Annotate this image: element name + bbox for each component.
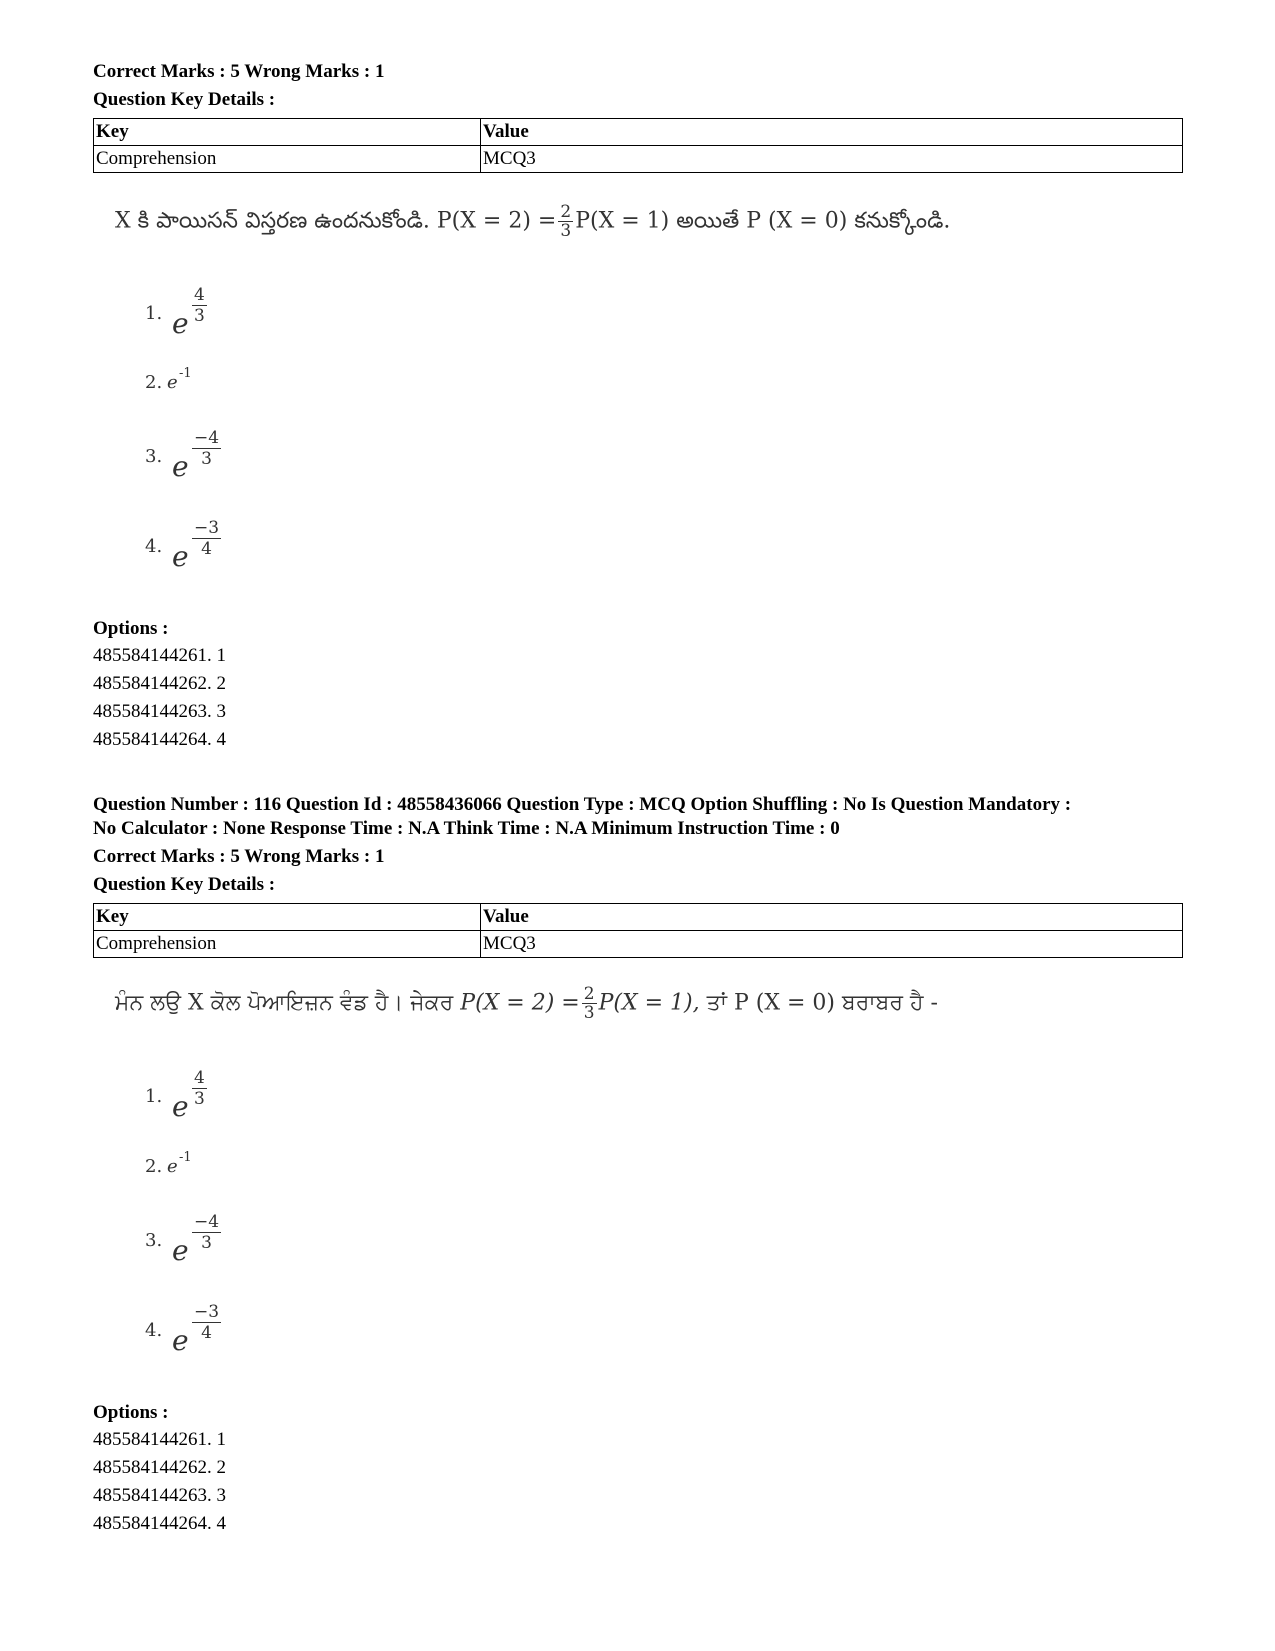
question-mid: అయితే <box>676 208 740 234</box>
question-tail-eq: P (X = 0) <box>746 208 848 234</box>
question-post: ਬਰਾਬਰ ਹੈ - <box>841 990 938 1016</box>
table-header-key: Key <box>94 904 481 931</box>
option-row: 485584144263. 3 <box>93 1485 226 1506</box>
choice-exponent: −3 4 <box>194 1302 220 1343</box>
question-text-punjabi <box>115 985 938 1022</box>
option-row: 485584144262. 2 <box>93 673 226 694</box>
question-header-line-1: Question Number : 116 Question Id : 48558436066 Question Type : MCQ Option Shuffling : No Is Question Mandatory : <box>93 794 1072 815</box>
question-eq-left: P(X = 2) = <box>460 990 580 1016</box>
choice-superscript: -1 <box>179 366 192 381</box>
question-mid: ਤਾਂ <box>706 990 727 1016</box>
choice-number: 1. <box>145 1086 163 1107</box>
table-header-key: Key <box>94 119 481 146</box>
options-label: Options : <box>93 1402 169 1423</box>
choice-base: e <box>167 372 178 393</box>
question-eq-left: P(X = 2) = <box>436 208 557 234</box>
choice-number: 3. <box>145 1230 163 1251</box>
choice-base: e <box>172 1324 189 1357</box>
choice-number: 4. <box>145 536 163 557</box>
question-tail-eq: P (X = 0) <box>733 990 835 1016</box>
option-row: 485584144262. 2 <box>93 1457 226 1478</box>
key-details-table <box>93 903 1183 958</box>
question-pre: X కి పాయిసన్ విస్తరణ ఉందనుకోండి. <box>115 208 430 234</box>
table-row <box>94 931 1183 958</box>
choice-exponent: −4 3 <box>194 428 220 469</box>
choice-number: 2. <box>145 372 163 393</box>
choice-base: e <box>172 1234 189 1267</box>
choice-base: e <box>167 1156 178 1177</box>
choice-base: e <box>172 1090 189 1123</box>
choice-base: e <box>172 307 189 340</box>
option-row: 485584144263. 3 <box>93 701 226 722</box>
option-row: 485584144261. 1 <box>93 1429 226 1450</box>
table-header-row <box>94 904 1183 931</box>
table-cell-key: Comprehension <box>94 146 481 173</box>
question-key-details-label: Question Key Details : <box>93 874 276 895</box>
question-eq-right: P(X = 1) <box>575 208 670 234</box>
correct-marks: Correct Marks : 5 Wrong Marks : 1 <box>93 846 385 867</box>
question-fraction: $\frac{2}{3}$ <box>583 984 595 1023</box>
choice-exponent: 4 3 <box>194 1068 205 1109</box>
choice-number: 3. <box>145 446 163 467</box>
choice-number: 4. <box>145 1320 163 1341</box>
correct-marks: Correct Marks : 5 Wrong Marks : 1 <box>93 61 385 82</box>
choice-number: 2. <box>145 1156 163 1177</box>
question-eq-right: P(X = 1), <box>598 990 700 1016</box>
choice-exponent: −4 3 <box>194 1212 220 1253</box>
table-header-value: Value <box>481 119 1183 146</box>
key-details-table <box>93 118 1183 173</box>
table-header-row <box>94 119 1183 146</box>
table-cell-value: MCQ3 <box>481 931 1183 958</box>
option-row: 485584144261. 1 <box>93 645 226 666</box>
question-pre: ਮੰਨ ਲਉ X ਕੋਲ ਪੋਆਇਜ਼ਨ ਵੰਡ ਹੈ। ਜੇਕਰ <box>115 990 454 1016</box>
table-cell-value: MCQ3 <box>481 146 1183 173</box>
choice-base: e <box>172 450 189 483</box>
question-header-line-2: No Calculator : None Response Time : N.A Think Time : N.A Minimum Instruction Time : 0 <box>93 818 840 839</box>
question-key-details-label: Question Key Details : <box>93 89 276 110</box>
option-row: 485584144264. 4 <box>93 1513 226 1534</box>
table-header-value: Value <box>481 904 1183 931</box>
choice-exponent: 4 3 <box>194 285 205 326</box>
choice-superscript: -1 <box>179 1150 192 1165</box>
options-label: Options : <box>93 618 169 639</box>
table-row <box>94 146 1183 173</box>
choice-number: 1. <box>145 303 163 324</box>
table-cell-key: Comprehension <box>94 931 481 958</box>
choice-base: e <box>172 540 189 573</box>
option-row: 485584144264. 4 <box>93 729 226 750</box>
choice-exponent: −3 4 <box>194 518 220 559</box>
question-fraction: $\frac{2}{3}$ <box>560 202 572 241</box>
question-post: కనుక్కోండి. <box>854 208 951 234</box>
question-text-telugu <box>115 203 950 240</box>
